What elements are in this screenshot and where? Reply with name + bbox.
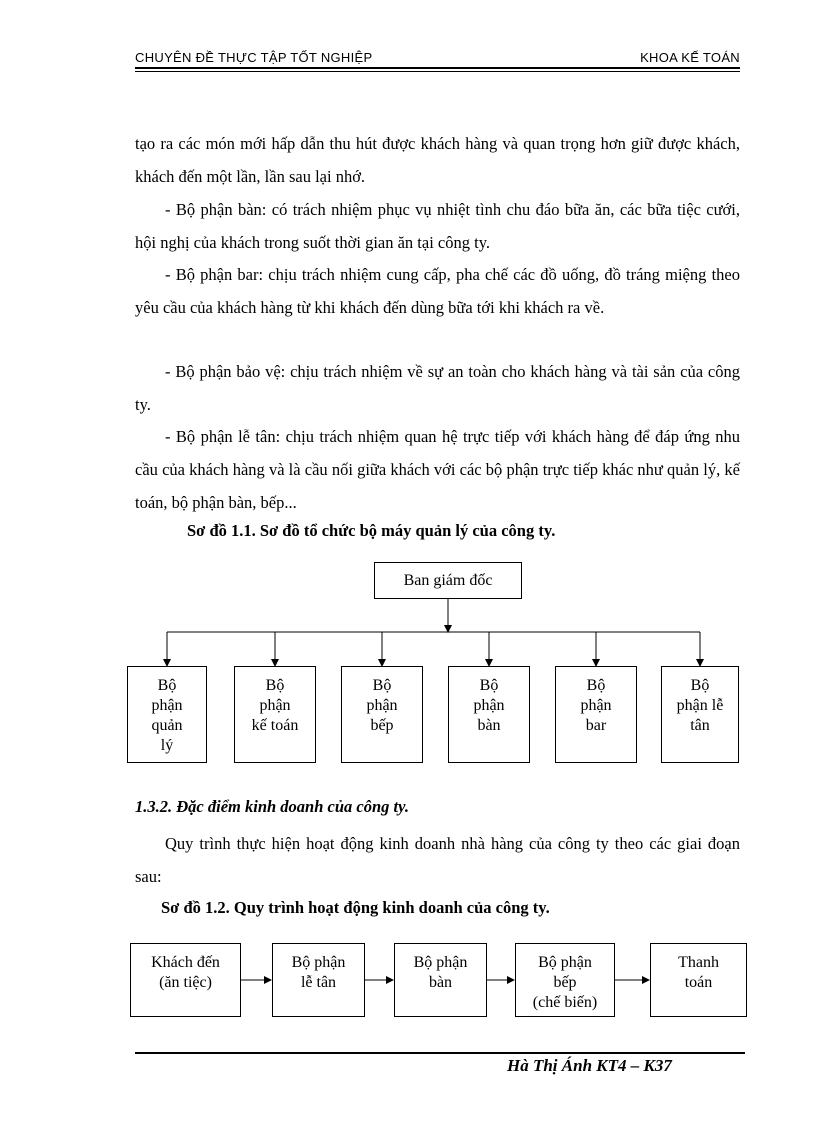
section-paragraph: Quy trình thực hiện hoạt động kinh doanh nhà hàng của công ty theo các giai đoạn sau: bbox=[135, 834, 740, 886]
org-box-label-line: Bộ bbox=[157, 677, 177, 694]
org-box-bar bbox=[555, 666, 637, 763]
org-box-label-line: Bộ bbox=[265, 677, 285, 694]
org-box-label-line: quản bbox=[151, 717, 183, 734]
footer-rule bbox=[135, 1052, 745, 1054]
org-box-label-line: bàn bbox=[477, 717, 501, 734]
footer-author: Hà Thị Ánh KT4 – K37 bbox=[507, 1056, 672, 1075]
org-box-label: Ban giám đốc bbox=[403, 571, 493, 589]
header-title: CHUYÊN ĐỀ THỰC TẬP TỐT NGHIỆP bbox=[135, 50, 373, 65]
diagram2-caption: Sơ đồ 1.2. Quy trình hoạt động kinh doanh của công ty. bbox=[161, 898, 550, 917]
org-box-label-line: tân bbox=[690, 717, 710, 734]
flow-box-label-line: (chế biến) bbox=[532, 994, 598, 1011]
org-box-label-line: Bộ bbox=[690, 677, 710, 694]
org-box-label-line: phận bbox=[473, 697, 505, 714]
org-box-label-line: bar bbox=[585, 717, 607, 734]
org-box-label-line: phận lễ bbox=[676, 697, 724, 714]
org-box-label-line: Bộ bbox=[372, 677, 392, 694]
flow-box-thanh-toan bbox=[650, 943, 747, 1017]
org-box-bep bbox=[341, 666, 423, 763]
org-box-label-line: Bộ bbox=[586, 677, 606, 694]
org-box-label-line: bếp bbox=[370, 717, 394, 734]
org-box-quan-ly bbox=[127, 666, 207, 763]
flow-box-ban bbox=[394, 943, 487, 1017]
section-heading: 1.3.2. Đặc điểm kinh doanh của công ty. bbox=[135, 797, 409, 816]
flow-box-label-line: bàn bbox=[428, 974, 453, 991]
diagram1-caption: Sơ đồ 1.1. Sơ đồ tổ chức bộ máy quản lý của công ty. bbox=[187, 521, 556, 540]
flow-box-label-line: Bộ phận bbox=[538, 954, 592, 971]
org-box-ke-toan bbox=[234, 666, 316, 763]
paragraph-ban: - Bộ phận bàn: có trách nhiệm phục vụ nhiệt tình chu đáo bữa ăn, các bữa tiệc cưới, hội nghị của khách trong suốt thời gian ăn tại công ty. bbox=[135, 200, 740, 252]
org-box-label-line: kế toán bbox=[251, 717, 299, 734]
org-box-label-line: phận bbox=[366, 697, 398, 714]
flow-box-khach-den bbox=[130, 943, 241, 1017]
paragraph-bar: - Bộ phận bar: chịu trách nhiệm cung cấp, pha chế các đồ uống, đồ tráng miệng theo yêu cầu của khách hàng từ khi khách đến dùng bữa tới khi khách ra về. bbox=[135, 265, 740, 317]
flow-box-bep bbox=[515, 943, 615, 1017]
flow-box-label-line: Bộ phận bbox=[413, 954, 468, 971]
org-box-label-line: phận bbox=[259, 697, 291, 714]
org-box-ban-giam-doc bbox=[374, 562, 522, 599]
flow-box-le-tan bbox=[272, 943, 365, 1017]
flow-box-label-line: lễ tân bbox=[300, 974, 337, 991]
paragraph-bao-ve: - Bộ phận bảo vệ: chịu trách nhiệm về sự an toàn cho khách hàng và tài sản của công ty. bbox=[135, 362, 740, 414]
flow-box-label-line: bếp bbox=[553, 974, 577, 991]
org-box-label-line: lý bbox=[160, 737, 174, 754]
org-box-label-line: phận bbox=[151, 697, 183, 714]
flow-box-label-line: Thanh bbox=[678, 954, 719, 971]
org-box-label-line: phận bbox=[580, 697, 612, 714]
org-box-le-tan bbox=[661, 666, 739, 763]
paragraph: tạo ra các món mới hấp dẫn thu hút được khách hàng và quan trọng hơn giữ được khách, khách đến một lần, lần sau lại nhớ. bbox=[135, 134, 740, 186]
flow-box-label-line: Khách đến bbox=[151, 954, 220, 971]
flow-box-label-line: (ăn tiệc) bbox=[159, 974, 212, 991]
org-box-label-line: Bộ bbox=[479, 677, 499, 694]
header-department: KHOA KẾ TOÁN bbox=[640, 50, 740, 65]
org-box-ban bbox=[448, 666, 530, 763]
flow-box-label-line: Bộ phận bbox=[291, 954, 346, 971]
paragraph-le-tan: - Bộ phận lễ tân: chịu trách nhiệm quan hệ trực tiếp với khách hàng để đáp ứng nhu cầu của khách hàng và là cầu nối giữa khách với các bộ phận trực tiếp khác như quản lý, kế toán, bộ phận bàn, bếp... bbox=[135, 427, 740, 512]
flow-box-label-line: toán bbox=[684, 974, 713, 991]
